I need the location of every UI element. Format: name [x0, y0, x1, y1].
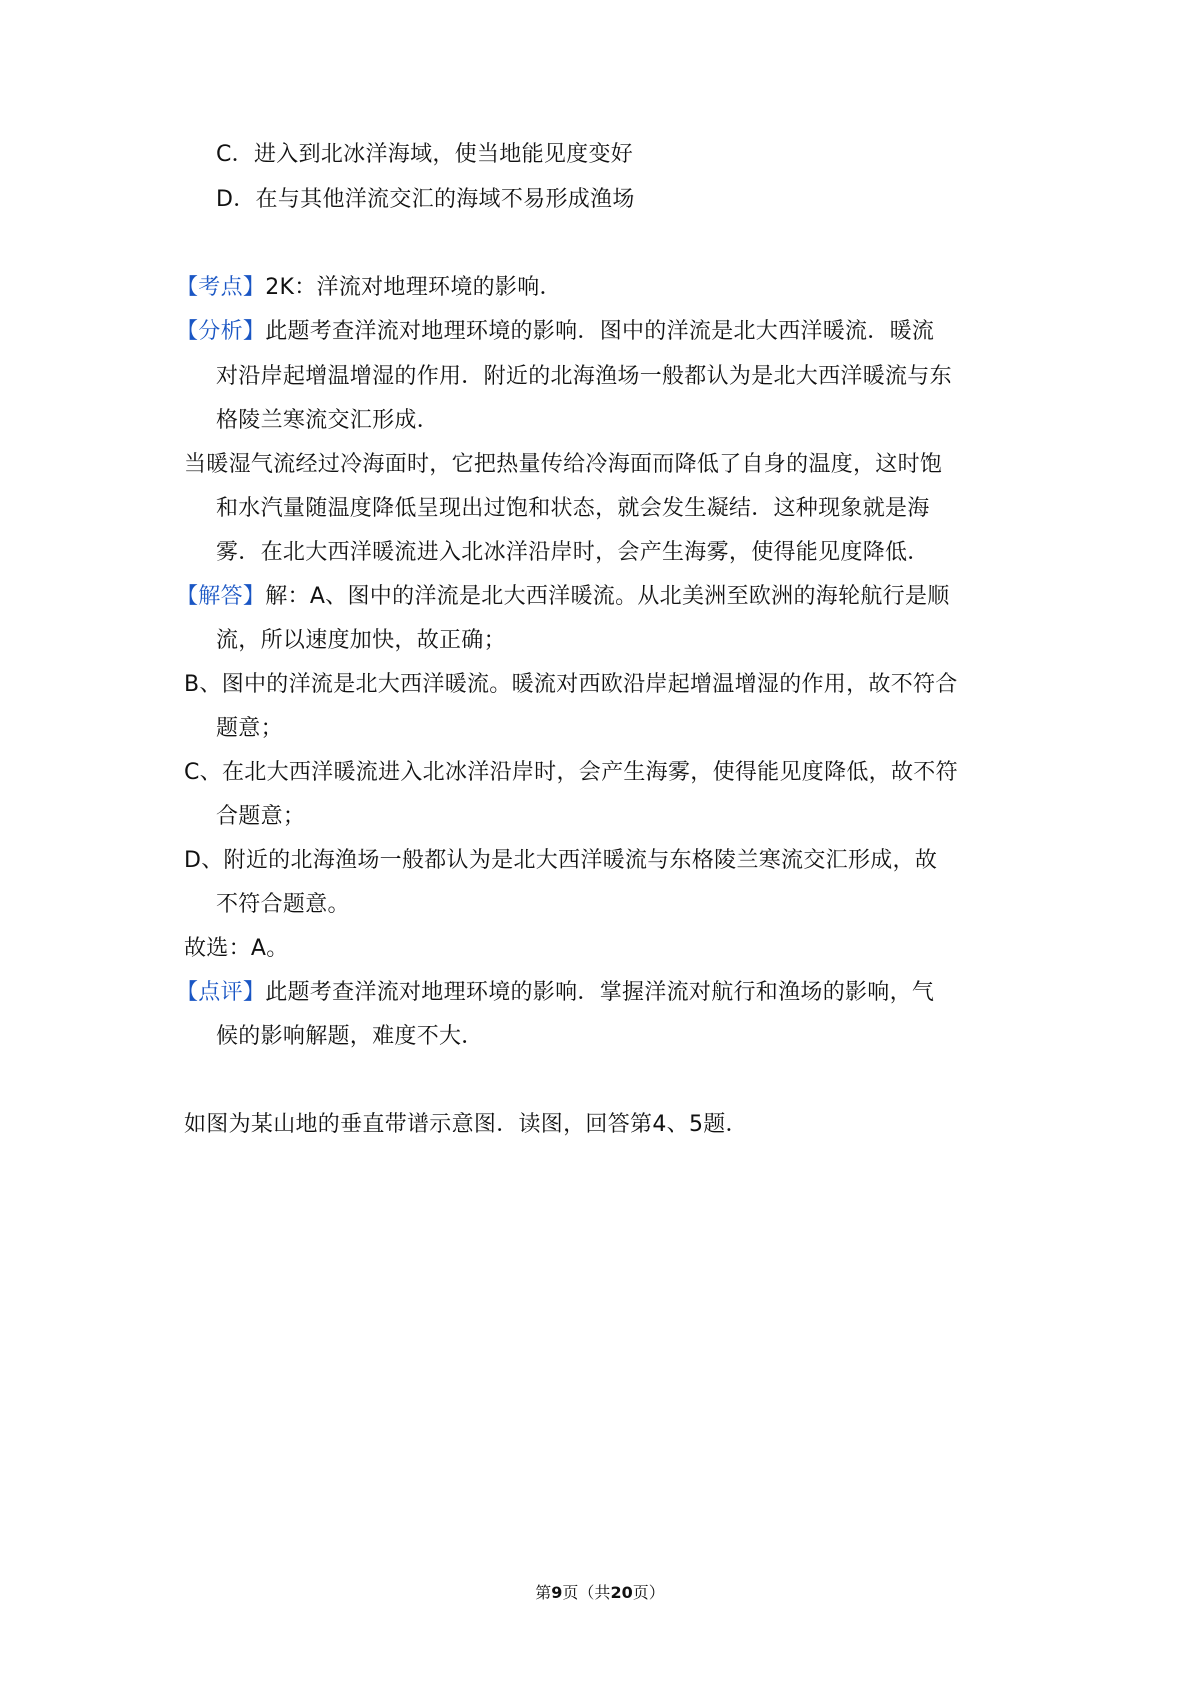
dianping-tag: 【点评】 [176, 980, 266, 1005]
fenxi-line-3: 格陵兰寒流交汇形成． [216, 408, 440, 433]
fenxi-text-1: 此题考查洋流对地理环境的影响．图中的洋流是北大西洋暖流．暖流 [265, 319, 935, 344]
option-c [216, 140, 633, 170]
jieda-a-letter: A [309, 584, 326, 609]
jieda-c-letter: C [184, 760, 200, 785]
jieda-line-a1 [176, 582, 950, 612]
jieda-d-letter: D [184, 848, 202, 873]
next-question-intro [184, 1110, 748, 1140]
jieda-prefix: 解： [265, 584, 310, 609]
jieda-b-letter: B [184, 672, 200, 697]
jieda-a-text-1: 、图中的洋流是北大西洋暖流。从北美洲至欧洲的海轮航行是顺 [325, 584, 950, 609]
jieda-line-d1 [184, 846, 937, 876]
footer-pre: 第 [535, 1583, 552, 1602]
jieda-d-text-1: 、附近的北海渔场一般都认为是北大西洋暖流与东格陵兰寒流交汇形成，故 [201, 848, 938, 873]
answer-prefix: 故选： [184, 936, 251, 961]
footer-total-pages: 20 [610, 1583, 633, 1602]
fenxi-para2-line-2: 和水汽量随温度降低呈现出过饱和状态，就会发生凝结．这种现象就是海 [216, 496, 930, 521]
jieda-line-b1 [184, 670, 958, 700]
next-question-post: 题． [703, 1112, 748, 1137]
option-d-letter: D [216, 187, 234, 212]
fenxi-line-2: 对沿岸起增温增湿的作用．附近的北海渔场一般都认为是北大西洋暖流与东 [216, 364, 952, 389]
fenxi-para2-line-3: 雾．在北大西洋暖流进入北冰洋沿岸时，会产生海雾，使得能见度降低． [216, 540, 930, 565]
option-c-letter: C [216, 142, 232, 167]
fenxi-line-1 [176, 317, 934, 347]
kaodian-text: ：洋流对地理环境的影响． [294, 275, 562, 300]
fenxi-tag: 【分析】 [176, 319, 266, 344]
answer-suffix: 。 [266, 936, 289, 961]
jieda-line-c1 [184, 758, 958, 788]
answer-letter: A [250, 936, 267, 961]
jieda-b-text-1: 、图中的洋流是北大西洋暖流。暖流对西欧沿岸起增温增湿的作用，故不符合 [199, 672, 958, 697]
option-d [216, 185, 635, 215]
next-question-sep: 、 [666, 1112, 689, 1137]
footer-post: 页） [632, 1583, 665, 1602]
next-question-n2: 5 [688, 1112, 704, 1137]
kaodian-tag: 【考点】 [176, 275, 266, 300]
option-c-text: ．进入到北冰洋海域，使当地能见度变好 [231, 142, 634, 167]
jieda-line-a2: 流，所以速度加快，故正确； [216, 628, 506, 653]
jieda-line-c2: 合题意； [216, 804, 306, 829]
next-question-pre: 如图为某山地的垂直带谱示意图．读图，回答第 [184, 1112, 653, 1137]
jieda-line-b2: 题意； [216, 716, 283, 741]
page-footer [0, 1582, 1200, 1604]
jieda-c-text-1: 、在北大西洋暖流进入北冰洋沿岸时，会产生海雾，使得能见度降低，故不符 [199, 760, 958, 785]
footer-page-number: 9 [551, 1583, 563, 1602]
dianping-text-1: 此题考查洋流对地理环境的影响．掌握洋流对航行和渔场的影响，气 [265, 980, 935, 1005]
jieda-line-d2: 不符合题意。 [216, 892, 350, 917]
kaodian-line [176, 273, 562, 303]
fenxi-para2-line-1: 当暖湿气流经过冷海面时，它把热量传给冷海面而降低了自身的温度，这时饱 [184, 452, 943, 477]
next-question-n1: 4 [652, 1112, 667, 1137]
footer-mid: 页（共 [562, 1583, 611, 1602]
option-d-text: ．在与其他洋流交汇的海域不易形成渔场 [233, 187, 635, 212]
answer-line [184, 934, 289, 964]
dianping-line-2: 候的影响解题，难度不大． [216, 1024, 484, 1049]
jieda-tag: 【解答】 [176, 584, 266, 609]
dianping-line-1 [176, 978, 934, 1008]
kaodian-code: 2K [265, 275, 295, 300]
